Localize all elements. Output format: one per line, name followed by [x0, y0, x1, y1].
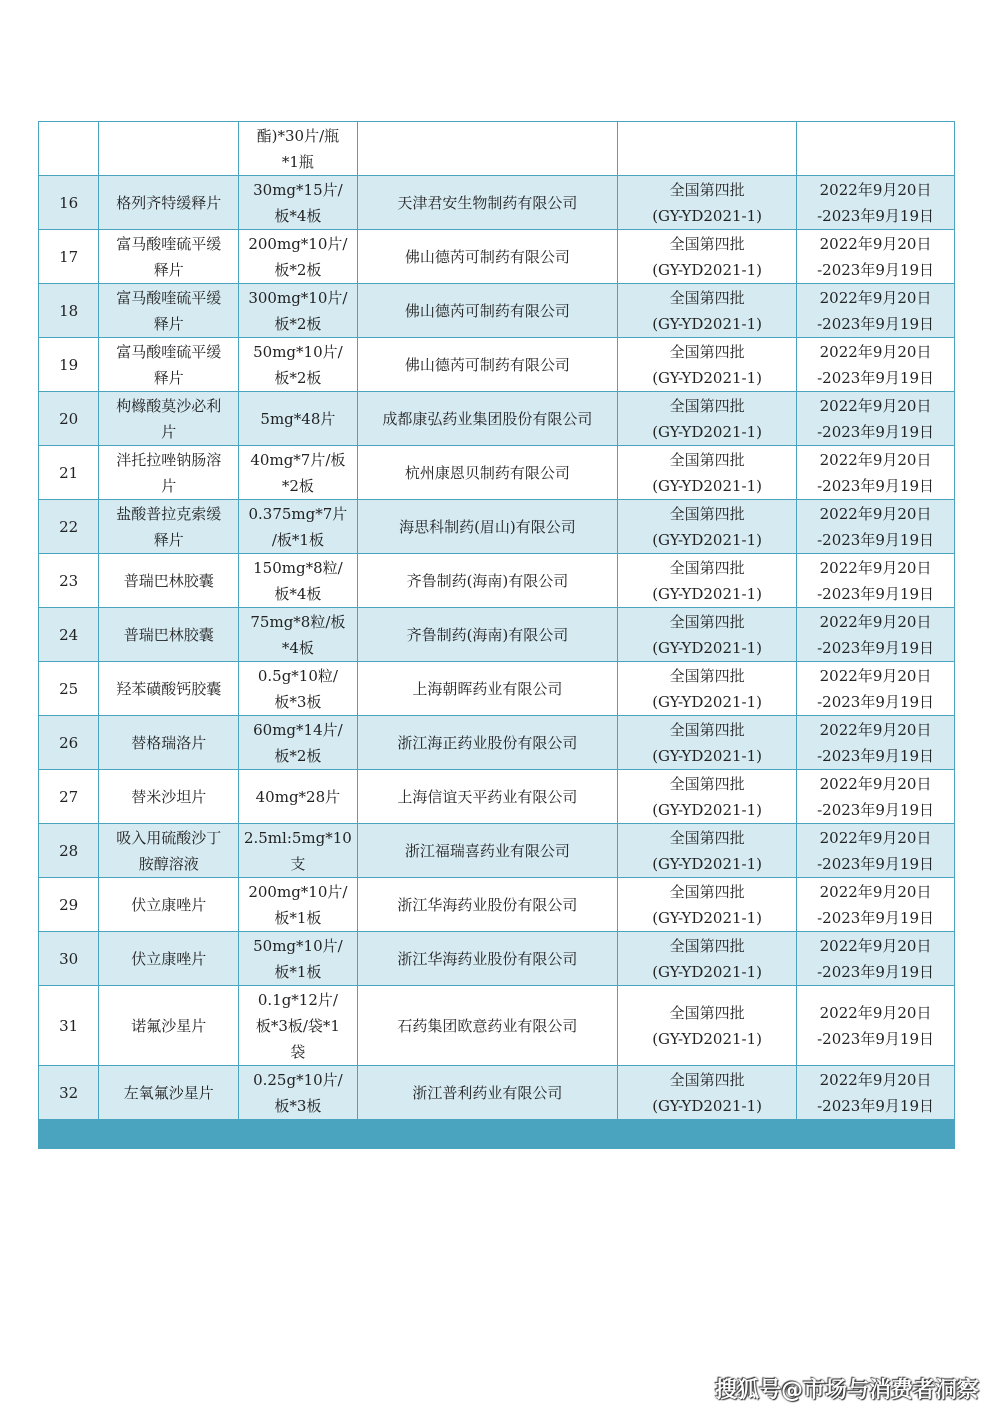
cell-index: 18 — [39, 284, 99, 338]
cell-company: 浙江普利药业有限公司 — [357, 1066, 617, 1120]
cell-spec: 300mg*10片/ 板*2板 — [239, 284, 358, 338]
cell-period — [797, 122, 955, 176]
drug-table-body — [39, 122, 955, 1149]
cell-batch: 全国第四批 (GY-YD2021-1) — [618, 500, 797, 554]
cell-batch: 全国第四批 (GY-YD2021-1) — [618, 878, 797, 932]
watermark: 搜狐号@市场与消费者洞察 — [714, 1378, 979, 1403]
cell-index: 26 — [39, 716, 99, 770]
cell-batch: 全国第四批 (GY-YD2021-1) — [618, 284, 797, 338]
cell-period: 2022年9月20日 -2023年9月19日 — [797, 230, 955, 284]
cell-company: 佛山德芮可制药有限公司 — [357, 338, 617, 392]
cell-drug-name: 吸入用硫酸沙丁 胺醇溶液 — [99, 824, 239, 878]
cell-index: 21 — [39, 446, 99, 500]
table-row — [39, 662, 955, 716]
cell-batch: 全国第四批 (GY-YD2021-1) — [618, 338, 797, 392]
cell-index — [39, 122, 99, 176]
cell-batch: 全国第四批 (GY-YD2021-1) — [618, 824, 797, 878]
cell-spec: 5mg*48片 — [239, 392, 358, 446]
cell-drug-name — [99, 122, 239, 176]
table-row — [39, 284, 955, 338]
table-row — [39, 986, 955, 1066]
cell-batch: 全国第四批 (GY-YD2021-1) — [618, 392, 797, 446]
cell-index: 31 — [39, 986, 99, 1066]
cell-index: 19 — [39, 338, 99, 392]
table-row — [39, 230, 955, 284]
table-row — [39, 392, 955, 446]
cell-spec: 30mg*15片/ 板*4板 — [239, 176, 358, 230]
cell-batch: 全国第四批 (GY-YD2021-1) — [618, 608, 797, 662]
cell-company: 成都康弘药业集团股份有限公司 — [357, 392, 617, 446]
table-footer-bar — [39, 1120, 955, 1149]
table-row — [39, 932, 955, 986]
cell-drug-name: 诺氟沙星片 — [99, 986, 239, 1066]
cell-period: 2022年9月20日 -2023年9月19日 — [797, 608, 955, 662]
cell-company: 石药集团欧意药业有限公司 — [357, 986, 617, 1066]
cell-spec: 75mg*8粒/板 *4板 — [239, 608, 358, 662]
cell-index: 30 — [39, 932, 99, 986]
cell-spec: 40mg*28片 — [239, 770, 358, 824]
table-row — [39, 770, 955, 824]
cell-index: 17 — [39, 230, 99, 284]
cell-index: 20 — [39, 392, 99, 446]
cell-batch: 全国第四批 (GY-YD2021-1) — [618, 1066, 797, 1120]
cell-company: 浙江华海药业股份有限公司 — [357, 932, 617, 986]
drug-table — [38, 121, 955, 1149]
table-row — [39, 608, 955, 662]
cell-spec: 0.375mg*7片 /板*1板 — [239, 500, 358, 554]
cell-index: 32 — [39, 1066, 99, 1120]
cell-drug-name: 羟苯磺酸钙胶囊 — [99, 662, 239, 716]
cell-company: 杭州康恩贝制药有限公司 — [357, 446, 617, 500]
cell-batch: 全国第四批 (GY-YD2021-1) — [618, 716, 797, 770]
cell-period: 2022年9月20日 -2023年9月19日 — [797, 554, 955, 608]
cell-drug-name: 富马酸喹硫平缓 释片 — [99, 230, 239, 284]
cell-drug-name: 伏立康唑片 — [99, 878, 239, 932]
cell-period: 2022年9月20日 -2023年9月19日 — [797, 284, 955, 338]
table-row — [39, 500, 955, 554]
cell-company: 浙江福瑞喜药业有限公司 — [357, 824, 617, 878]
cell-batch: 全国第四批 (GY-YD2021-1) — [618, 932, 797, 986]
cell-drug-name: 普瑞巴林胶囊 — [99, 554, 239, 608]
cell-spec: 酯)*30片/瓶 *1瓶 — [239, 122, 358, 176]
cell-period: 2022年9月20日 -2023年9月19日 — [797, 338, 955, 392]
cell-index: 29 — [39, 878, 99, 932]
cell-index: 27 — [39, 770, 99, 824]
cell-batch — [618, 122, 797, 176]
cell-spec: 0.1g*12片/ 板*3板/袋*1 袋 — [239, 986, 358, 1066]
cell-spec: 50mg*10片/ 板*1板 — [239, 932, 358, 986]
cell-period: 2022年9月20日 -2023年9月19日 — [797, 176, 955, 230]
cell-index: 16 — [39, 176, 99, 230]
cell-period: 2022年9月20日 -2023年9月19日 — [797, 662, 955, 716]
cell-period: 2022年9月20日 -2023年9月19日 — [797, 770, 955, 824]
cell-company: 佛山德芮可制药有限公司 — [357, 230, 617, 284]
cell-spec: 2.5ml:5mg*10 支 — [239, 824, 358, 878]
cell-drug-name: 泮托拉唑钠肠溶 片 — [99, 446, 239, 500]
cell-spec: 200mg*10片/ 板*2板 — [239, 230, 358, 284]
table-row — [39, 878, 955, 932]
cell-index: 28 — [39, 824, 99, 878]
table-row — [39, 176, 955, 230]
cell-spec: 200mg*10片/ 板*1板 — [239, 878, 358, 932]
cell-index: 23 — [39, 554, 99, 608]
cell-batch: 全国第四批 (GY-YD2021-1) — [618, 230, 797, 284]
cell-drug-name: 富马酸喹硫平缓 释片 — [99, 338, 239, 392]
cell-index: 22 — [39, 500, 99, 554]
cell-company — [357, 122, 617, 176]
cell-batch: 全国第四批 (GY-YD2021-1) — [618, 176, 797, 230]
cell-company: 齐鲁制药(海南)有限公司 — [357, 554, 617, 608]
cell-company: 上海朝晖药业有限公司 — [357, 662, 617, 716]
cell-period: 2022年9月20日 -2023年9月19日 — [797, 500, 955, 554]
cell-drug-name: 替格瑞洛片 — [99, 716, 239, 770]
table-row — [39, 554, 955, 608]
table-row — [39, 446, 955, 500]
cell-batch: 全国第四批 (GY-YD2021-1) — [618, 986, 797, 1066]
cell-batch: 全国第四批 (GY-YD2021-1) — [618, 554, 797, 608]
cell-batch: 全国第四批 (GY-YD2021-1) — [618, 662, 797, 716]
cell-company: 浙江华海药业股份有限公司 — [357, 878, 617, 932]
cell-index: 25 — [39, 662, 99, 716]
cell-drug-name: 格列齐特缓释片 — [99, 176, 239, 230]
cell-spec: 50mg*10片/ 板*2板 — [239, 338, 358, 392]
cell-drug-name: 左氧氟沙星片 — [99, 1066, 239, 1120]
table-row-continued — [39, 122, 955, 176]
cell-period: 2022年9月20日 -2023年9月19日 — [797, 446, 955, 500]
cell-period: 2022年9月20日 -2023年9月19日 — [797, 878, 955, 932]
cell-period: 2022年9月20日 -2023年9月19日 — [797, 1066, 955, 1120]
cell-drug-name: 盐酸普拉克索缓 释片 — [99, 500, 239, 554]
cell-company: 浙江海正药业股份有限公司 — [357, 716, 617, 770]
cell-index: 24 — [39, 608, 99, 662]
table-row — [39, 1066, 955, 1120]
cell-spec: 0.5g*10粒/ 板*3板 — [239, 662, 358, 716]
cell-company: 佛山德芮可制药有限公司 — [357, 284, 617, 338]
cell-spec: 40mg*7片/板 *2板 — [239, 446, 358, 500]
table-row — [39, 338, 955, 392]
cell-drug-name: 枸橼酸莫沙必利 片 — [99, 392, 239, 446]
cell-spec: 0.25g*10片/ 板*3板 — [239, 1066, 358, 1120]
cell-drug-name: 富马酸喹硫平缓 释片 — [99, 284, 239, 338]
cell-period: 2022年9月20日 -2023年9月19日 — [797, 932, 955, 986]
cell-drug-name: 替米沙坦片 — [99, 770, 239, 824]
cell-period: 2022年9月20日 -2023年9月19日 — [797, 986, 955, 1066]
cell-period: 2022年9月20日 -2023年9月19日 — [797, 392, 955, 446]
cell-batch: 全国第四批 (GY-YD2021-1) — [618, 770, 797, 824]
cell-company: 上海信谊天平药业有限公司 — [357, 770, 617, 824]
table-row — [39, 824, 955, 878]
cell-period: 2022年9月20日 -2023年9月19日 — [797, 824, 955, 878]
footer-bar-cell — [39, 1120, 955, 1149]
cell-spec: 60mg*14片/ 板*2板 — [239, 716, 358, 770]
cell-batch: 全国第四批 (GY-YD2021-1) — [618, 446, 797, 500]
cell-company: 海思科制药(眉山)有限公司 — [357, 500, 617, 554]
cell-drug-name: 普瑞巴林胶囊 — [99, 608, 239, 662]
table-row — [39, 716, 955, 770]
cell-company: 天津君安生物制药有限公司 — [357, 176, 617, 230]
cell-period: 2022年9月20日 -2023年9月19日 — [797, 716, 955, 770]
cell-spec: 150mg*8粒/ 板*4板 — [239, 554, 358, 608]
cell-company: 齐鲁制药(海南)有限公司 — [357, 608, 617, 662]
cell-drug-name: 伏立康唑片 — [99, 932, 239, 986]
